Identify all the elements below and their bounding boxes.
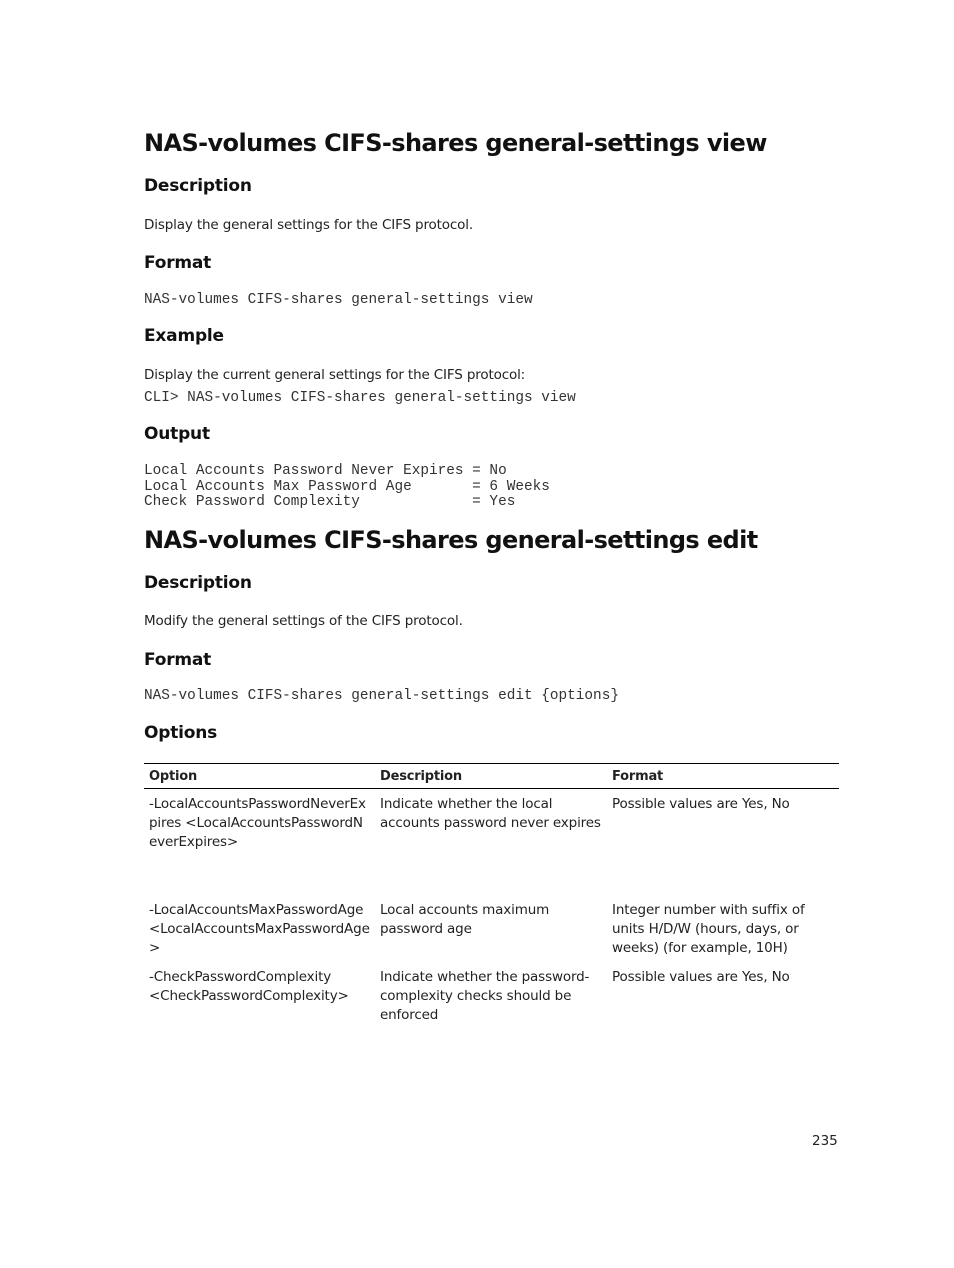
description-text: Display the general settings for the CIFS protocol. — [144, 217, 474, 233]
format-code: NAS-volumes CIFS-shares general-settings edit {options} — [144, 688, 619, 704]
page-number: 235 — [812, 1133, 838, 1149]
option-cell: -LocalAccountsMaxPasswordAge <LocalAccountsMaxPasswordAge> — [149, 902, 370, 957]
example-code: CLI> NAS-volumes CIFS-shares general-settings view — [144, 390, 576, 406]
options-heading: Options — [144, 723, 218, 743]
output-heading: Output — [144, 424, 210, 444]
output-line: Local Accounts Max Password Age = 6 Weeks — [144, 478, 550, 495]
format-cell: Possible values are Yes, No — [612, 796, 790, 812]
column-header-format: Format — [612, 768, 664, 784]
format-heading: Format — [144, 253, 212, 273]
example-heading: Example — [144, 326, 224, 346]
description-cell: Indicate whether the local accounts password never expires — [380, 796, 601, 832]
table-row — [144, 895, 839, 962]
output-line: Check Password Complexity = Yes — [144, 494, 516, 511]
output-block — [144, 464, 550, 511]
option-cell: -CheckPasswordComplexity <CheckPasswordComplexity> — [149, 969, 349, 1005]
output-line: Local Accounts Password Never Expires = No — [144, 463, 507, 479]
description-cell: Local accounts maximum password age — [380, 902, 550, 938]
table-row — [144, 789, 839, 896]
column-header-description: Description — [380, 768, 462, 784]
table-header-row — [144, 764, 839, 789]
format-heading: Format — [144, 650, 212, 670]
options-table — [144, 763, 839, 1028]
table-row — [144, 962, 839, 1028]
description-heading: Description — [144, 176, 252, 196]
section-title-edit: NAS-volumes CIFS-shares general-settings edit — [144, 526, 758, 554]
section-title-view: NAS-volumes CIFS-shares general-settings view — [144, 129, 767, 157]
format-code: NAS-volumes CIFS-shares general-settings view — [144, 292, 533, 308]
description-text: Modify the general settings of the CIFS protocol. — [144, 613, 463, 629]
option-cell: -LocalAccountsPasswordNeverExpires <LocalAccountsPasswordNeverExpires> — [149, 796, 366, 851]
format-cell: Integer number with suffix of units H/D/W (hours, days, or weeks) (for example, 10H) — [612, 902, 805, 957]
format-cell: Possible values are Yes, No — [612, 969, 790, 985]
example-text: Display the current general settings for the CIFS protocol: — [144, 367, 526, 383]
description-cell: Indicate whether the password-complexity checks should be enforced — [380, 969, 590, 1024]
description-heading: Description — [144, 573, 252, 593]
column-header-option: Option — [149, 768, 198, 784]
